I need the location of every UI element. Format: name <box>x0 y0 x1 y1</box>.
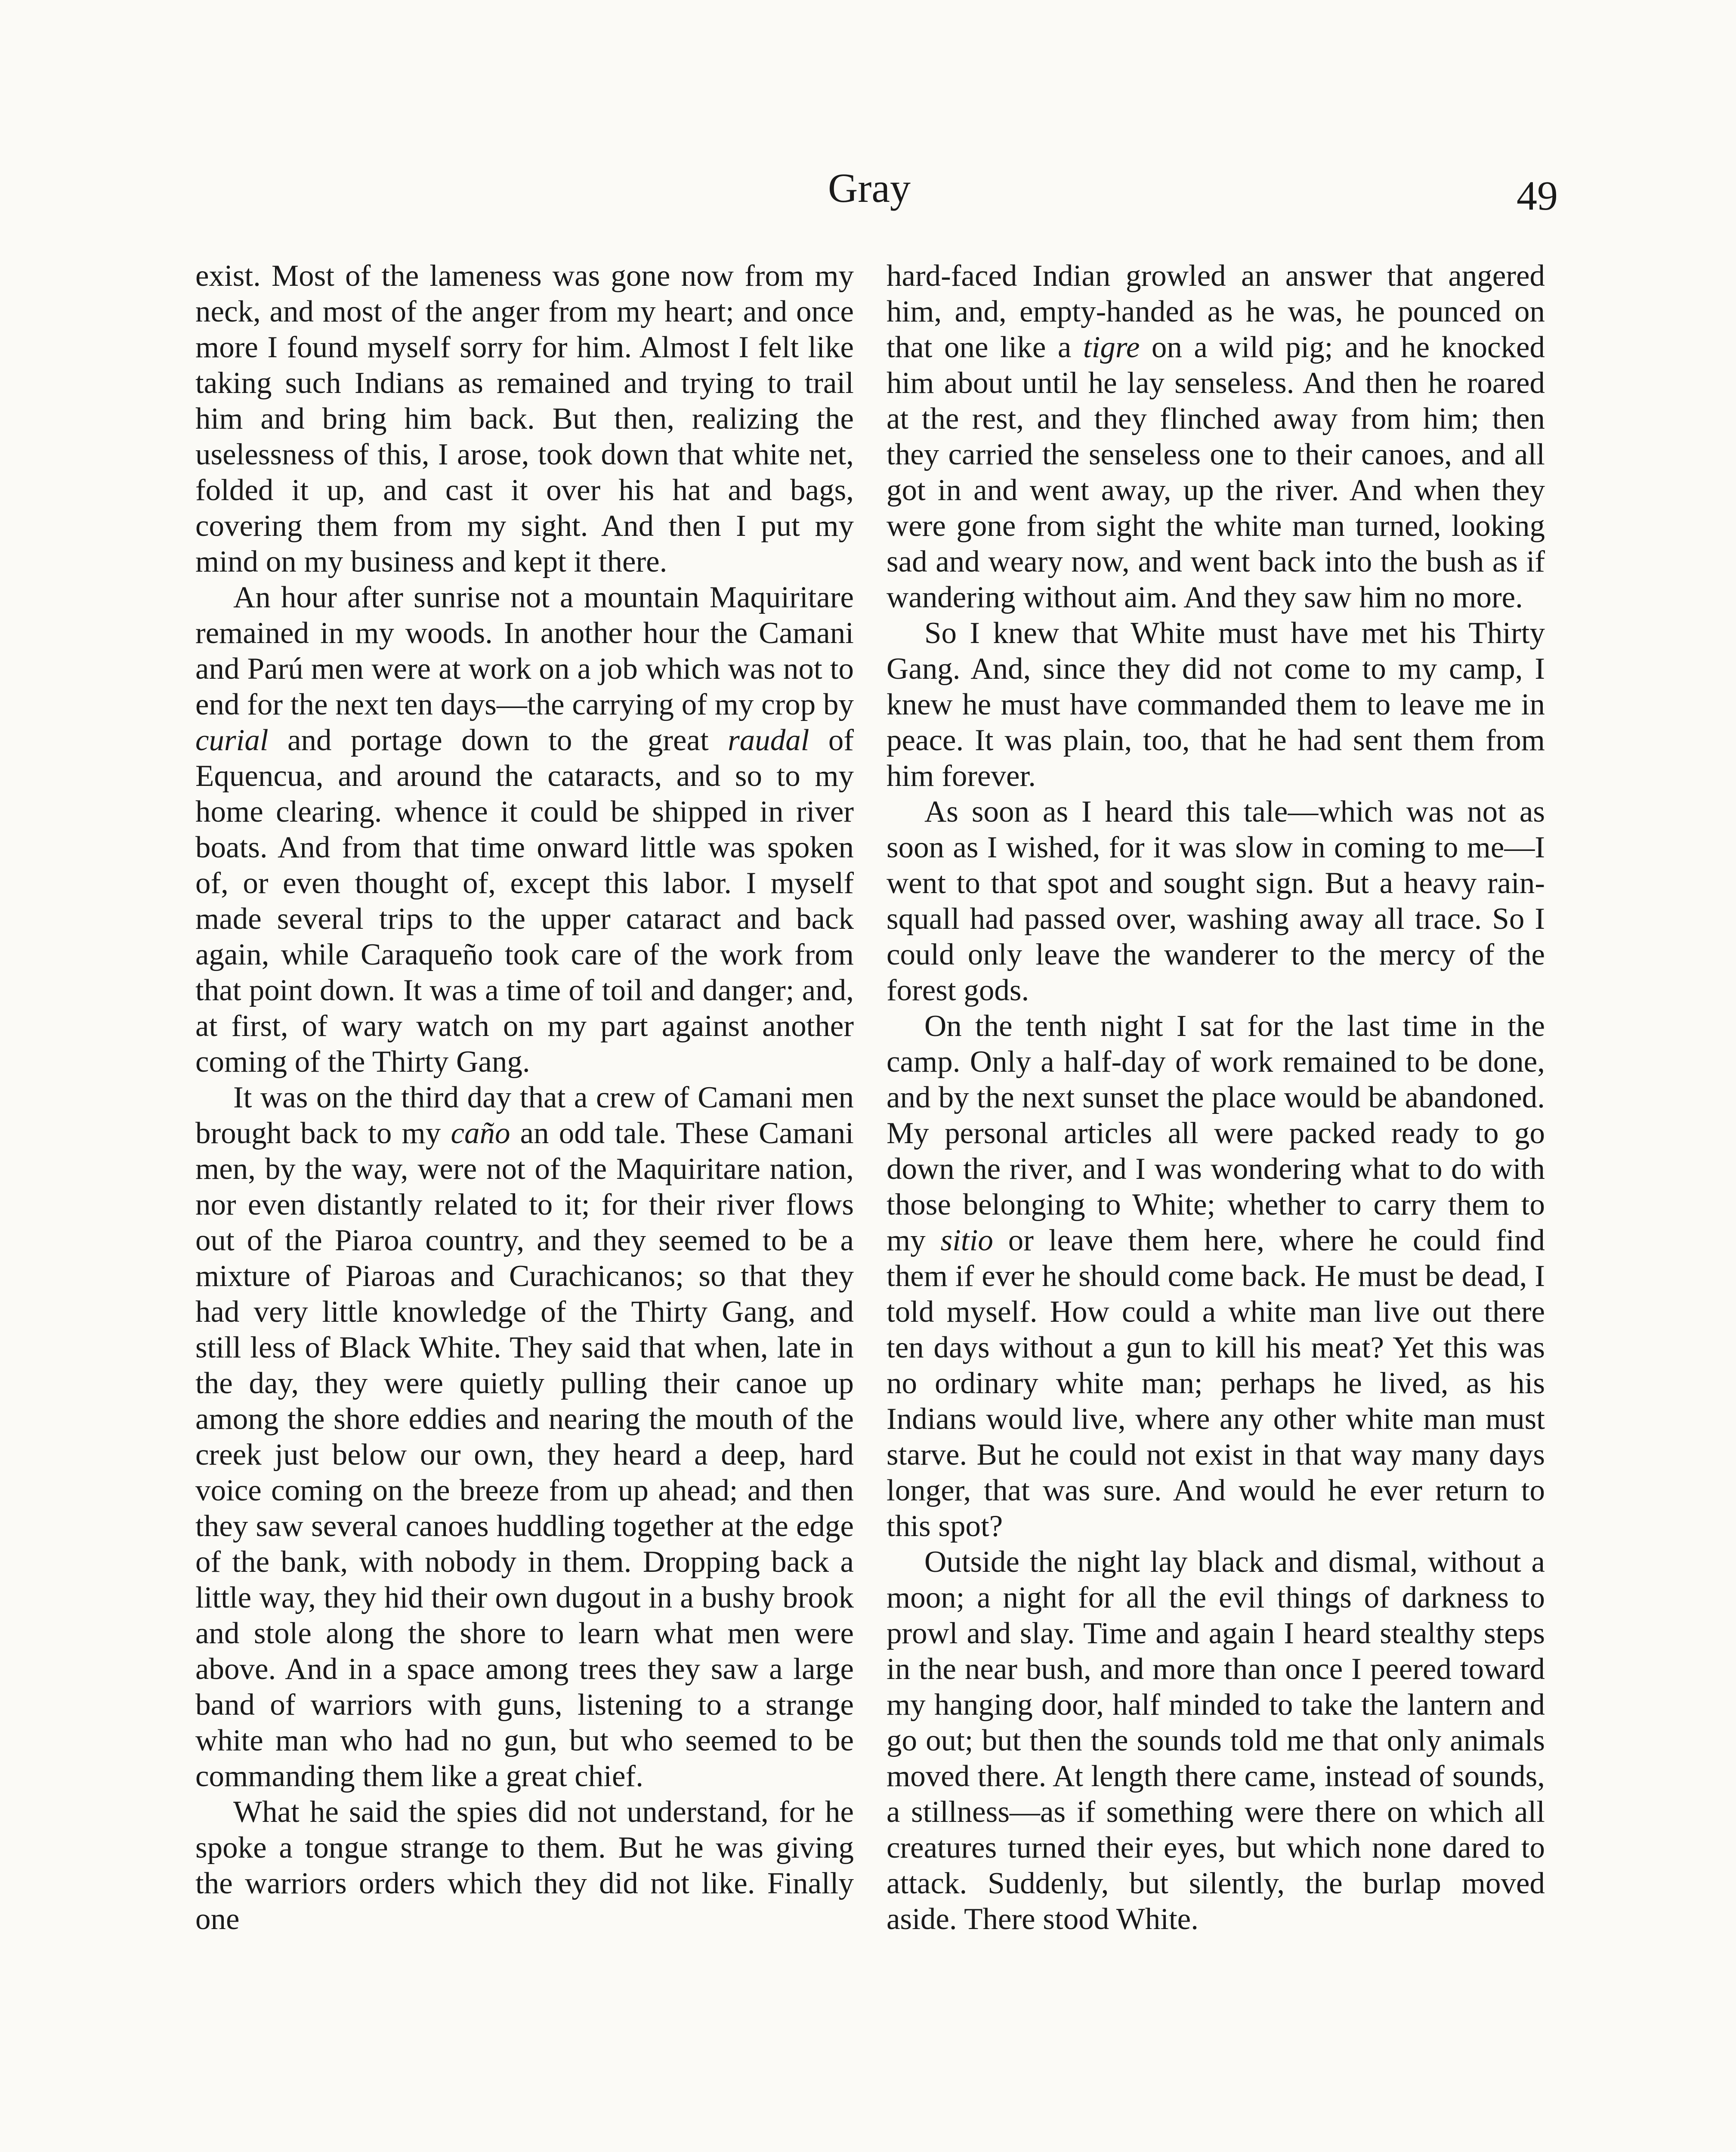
paragraph <box>195 1080 854 1794</box>
text-run: As soon as I heard this tale—which was not as soon as I wished, for it was slow in coming to me—I went to that spot and sought sign. But a heavy rain-squall had passed over, washing away all trace. So I could only leave the wanderer to the mercy of the forest gods. <box>887 795 1545 1007</box>
text-run: So I knew that White must have met his Thirty Gang. And, since they did not come to my camp, I knew he must have commanded them to leave me in peace. It was plain, too, that he had sent them from him forever. <box>887 616 1545 793</box>
paragraph <box>887 794 1545 1008</box>
page-number: 49 <box>1517 173 1558 219</box>
paragraph <box>887 1008 1545 1544</box>
text-run: of Equencua, and around the cataracts, and so to my home clearing. whence it could be shipped in river boats. And from that time onward little was spoken of, or even thought of, except this labor. I myself made several trips to the upper cataract and back again, while Caraqueño took care of the work from that point down. It was a time of toil and danger; and, at first, of wary watch on my part against another coming of the Thirty Gang. <box>195 724 854 1079</box>
text-run: What he said the spies did not understand, for he spoke a tongue strange to them. But he was giving the warriors orders which they did not like. Finally one <box>195 1795 854 1936</box>
text-run: exist. Most of the lameness was gone now from my neck, and most of the anger from my heart; and once more I found myself sorry for him. Almost I felt like taking such Indians as remained and trying to trail him and bring him back. But then, realizing the uselessness of this, I arose, took down that white net, folded it up, and cast it over his hat and bags, covering them from my sight. And then I put my mind on my business and kept it there. <box>195 259 854 578</box>
text-run: Outside the night lay black and dismal, without a moon; a night for all the evil things of darkness to prowl and slay. Time and again I heard stealthy steps in the near bush, and more than once I peered toward my hanging door, half minded to take the lantern and go out; but then the sounds told me that only animals moved there. At length there came, instead of sounds, a stillness—as if something were there on which all creatures turned their eyes, but which none dared to attack. Suddenly, but silently, the burlap moved aside. There stood White. <box>887 1545 1545 1936</box>
text-run: an odd tale. These Camani men, by the way, were not of the Maquiritare nation, nor even distantly related to it; for their river flows out of the Piaroa country, and they seemed to be a mixture of Piaroas and Curachicanos; so that they had very little knowledge of the Thirty Gang, and still less of Black White. They said that when, late in the day, they were quietly pulling their canoe up among the shore eddies and nearing the mouth of the creek just below our own, they heard a deep, hard voice coming on the breeze from up ahead; and then they saw several canoes huddling together at the edge of the bank, with nobody in them. Dropping back a little way, they hid their own dugout in a bushy brook and stole along the shore to learn what men were above. And in a space among trees they saw a large band of warriors with guns, listening to a strange white man who had no gun, but who seemed to be commanding them like a great chief. <box>195 1116 854 1793</box>
italic-word: tigre <box>1083 331 1140 364</box>
italic-word: curial <box>195 724 269 757</box>
paragraph <box>887 615 1545 794</box>
paragraph <box>195 1794 854 1937</box>
running-title: Gray <box>828 165 911 211</box>
text-run: on a wild pig; and he knocked him about until he lay senseless. And then he roared at the rest, and they flinched away from him; then they carried the senseless one to their canoes, and all got in and went away, up the river. And when they were gone from sight the white man turned, looking sad and weary now, and went back into the bush as if wandering without aim. And they saw him no more. <box>887 331 1545 614</box>
italic-word: raudal <box>728 724 809 757</box>
text-run: or leave them here, where he could find them if ever he should come back. He must be dead, I told myself. How could a white man live out there ten days without a gun to kill his meat? Yet this was no ordinary white man; perhaps he lived, as his Indians would live, where any other white man must starve. But he could not exist in that way many days longer, that was sure. And would he ever return to this spot? <box>887 1224 1545 1543</box>
text-run: hard-faced Indian growled an answer that angered him, and, empty-handed as he was, he pounced on that one like a <box>887 259 1545 364</box>
paragraph <box>195 580 854 1080</box>
right-column <box>887 258 1545 1937</box>
paragraph <box>195 258 854 580</box>
text-run: On the tenth night I sat for the last time in the camp. Only a half-day of work remained to be done, and by the next sunset the place would be abandoned. My personal articles all were packed ready to go down the river, and I was wondering what to do with those belonging to White; whether to carry them to my <box>887 1009 1545 1257</box>
italic-word: sitio <box>940 1224 993 1257</box>
italic-word: caño <box>451 1116 510 1150</box>
text-run: It was on the third day that a crew of Camani men brought back to my <box>195 1081 854 1150</box>
text-run: and portage down to the great <box>268 724 728 757</box>
paragraph <box>887 258 1545 615</box>
text-run: An hour after sunrise not a mountain Maquiritare remained in my woods. In another hour the Camani and Parú men were at work on a job which was not to end for the next ten days—the carrying of my crop by <box>195 581 854 721</box>
paragraph <box>887 1544 1545 1937</box>
left-column <box>195 258 854 1937</box>
